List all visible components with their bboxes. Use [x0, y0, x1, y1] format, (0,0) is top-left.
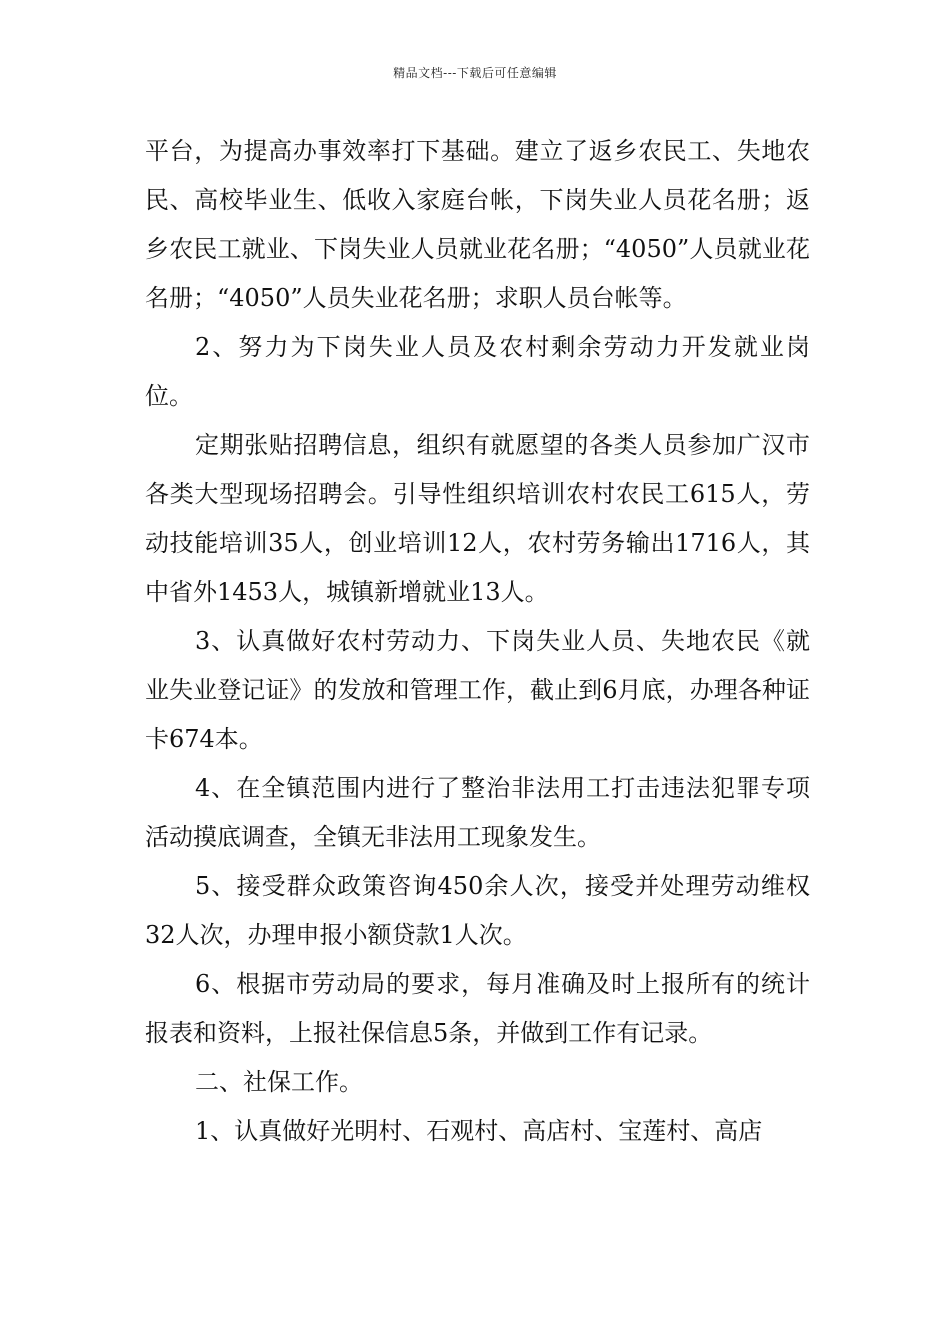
- section-heading: 二、社保工作。: [195, 1068, 363, 1096]
- paragraph: 2、努力为下岗失业人员及农村剩余劳动力开发就业岗位。: [145, 333, 810, 410]
- paragraph: 4、在全镇范围内进行了整治非法用工打击违法犯罪专项活动摸底调查，全镇无非法用工现象发生。: [145, 774, 810, 851]
- page-header: 精品文档---下载后可任意编辑: [393, 66, 557, 80]
- paragraph: 定期张贴招聘信息，组织有就愿望的各类人员参加广汉市各类大型现场招聘会。引导性组织培训农村农民工615人，劳动技能培训35人，创业培训12人，农村劳务输出1716人，其中省外1453人，城镇新增就业13人。: [145, 431, 810, 606]
- paragraph: 3、认真做好农村劳动力、下岗失业人员、失地农民《就业失业登记证》的发放和管理工作，截止到6月底，办理各种证卡674本。: [145, 627, 810, 753]
- paragraph: 6、根据市劳动局的要求，每月准确及时上报所有的统计报表和资料，上报社保信息5条，并做到工作有记录。: [145, 970, 810, 1047]
- paragraph: 平台，为提高办事效率打下基础。建立了返乡农民工、失地农民、高校毕业生、低收入家庭台帐，下岗失业人员花名册；返乡农民工就业、下岗失业人员就业花名册；“4050”人员就业花名册；“4050”人员失业花名册；求职人员台帐等。: [145, 137, 810, 312]
- document-body: [145, 127, 810, 1156]
- paragraph: 1、认真做好光明村、石观村、高店村、宝莲村、高店: [195, 1117, 763, 1145]
- paragraph: 5、接受群众政策咨询450余人次，接受并处理劳动维权32人次，办理申报小额贷款1人次。: [145, 872, 810, 949]
